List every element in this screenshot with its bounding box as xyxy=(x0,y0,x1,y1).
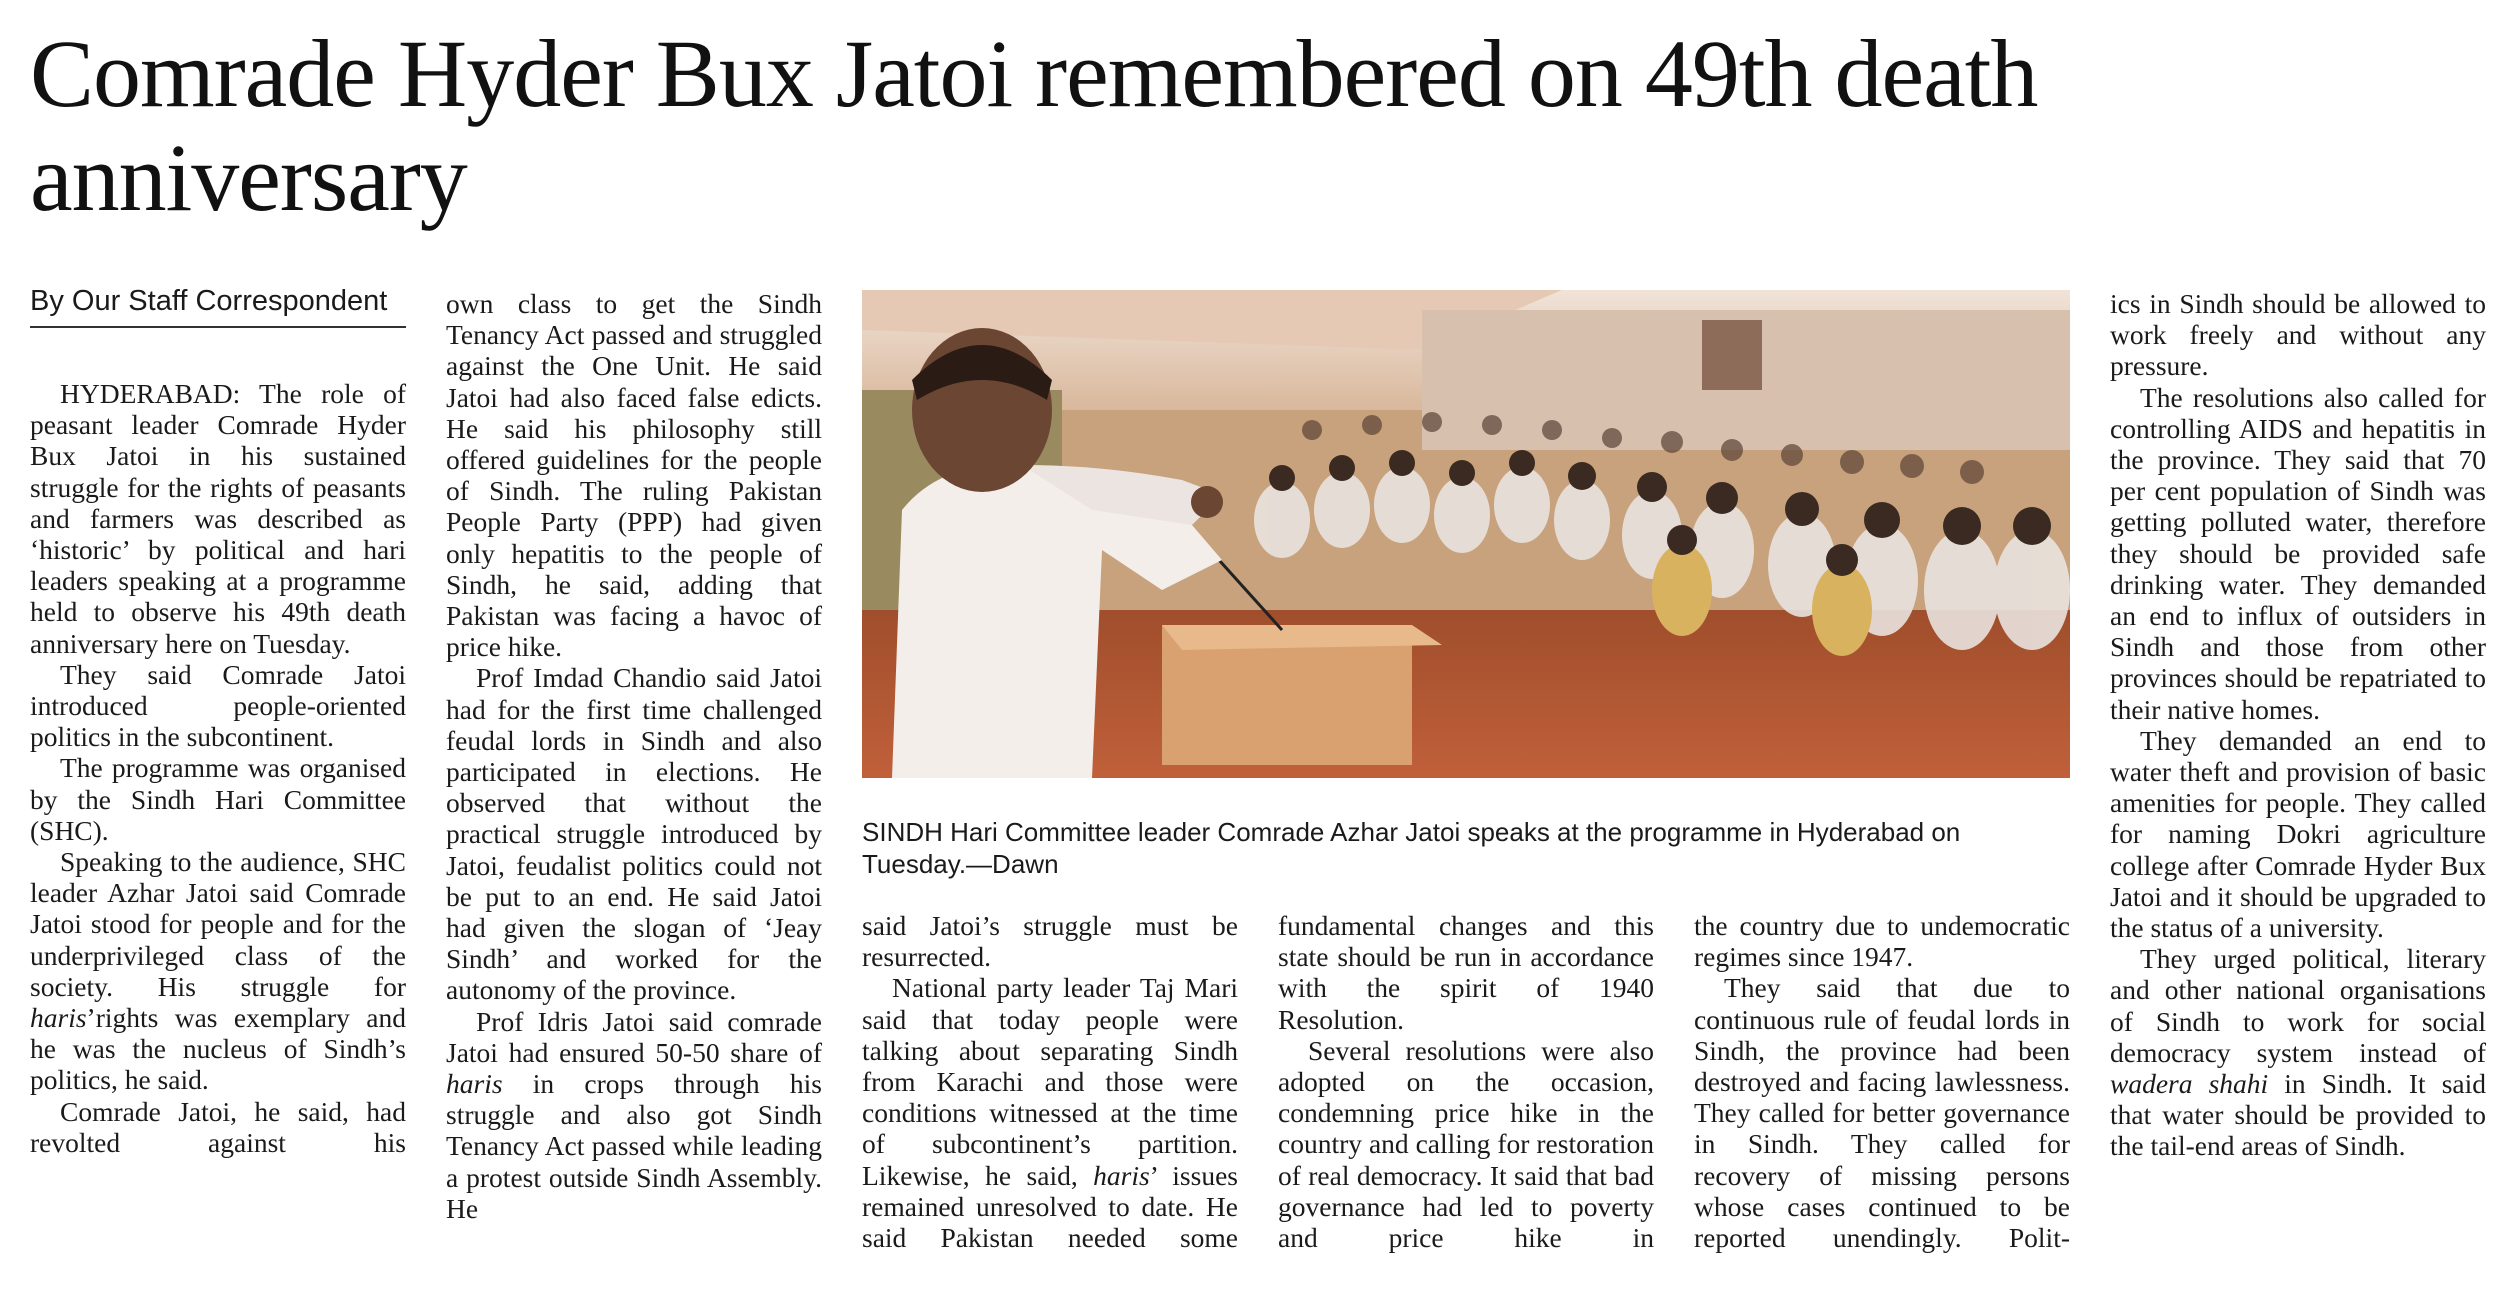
paragraph: Prof Imdad Chandio said Jatoi had for the first time challenged feudal lords in Sindh and also participated in elections. He observed that without the practical struggle introduced by Jatoi, feudalist politics could not be put to an end. He said Jatoi had given the slogan of ‘Jeay Sindh’ and worked for the autonomy of the province. xyxy=(446,662,822,1006)
article-column-4 xyxy=(1278,910,1654,1253)
paragraph-continued: own class to get the Sindh Tenancy Act passed and struggled against the One Unit. He said Jatoi had also faced false edicts. He said his philosophy still offered guidelines for the people of Sindh. The ruling Pakistan People Party (PPP) had given only hepatitis to the people of Sindh, he said, adding that Pakistan was facing a havoc of price hike. xyxy=(446,288,822,663)
paragraph: They demanded an end to water theft and provision of basic amenities for people. They called for naming Dokri agriculture college after Comrade Hyder Bux Jatoi and it should be upgraded to the status of a university. xyxy=(2110,724,2486,944)
article-column-2 xyxy=(446,288,822,1224)
article-column-1 xyxy=(30,284,406,1158)
paragraph: National party leader Taj Mari said that today people were talking about separating Sindh from Karachi and those were conditions witnessed at the time of subcontinent’s partition. Likewise, he said, haris’ issues remained unresolved to date. He said Pakistan needed some xyxy=(862,972,1238,1254)
paragraph: Comrade Jatoi, he said, had revolted against his xyxy=(30,1095,406,1158)
paragraph: Speaking to the audience, SHC leader Azhar Jatoi said Comrade Jatoi stood for people and for the underprivileged class of the society. His struggle for haris’rights was exemplary and he was the nucleus of Sindh’s politics, he said. xyxy=(30,846,406,1096)
programme-photo-image xyxy=(862,290,2070,778)
paragraph: The programme was organised by the Sindh Hari Committee (SHC). xyxy=(30,752,406,846)
article-column-6 xyxy=(2110,288,2486,1162)
photo-caption: SINDH Hari Committee leader Comrade Azhar Jatoi speaks at the programme in Hyderabad on Tuesday.—Dawn xyxy=(862,817,1961,879)
headline: Comrade Hyder Bux Jatoi remembered on 49th death anniversary xyxy=(30,20,2038,231)
paragraph: The resolutions also called for controlling AIDS and hepatitis in the province. They said that 70 per cent population of Sindh was getting polluted water, therefore they should be provided safe drinking water. They demanded an end to influx of outsiders in Sindh and those from other provinces should be repatriated to their native homes. xyxy=(2110,381,2486,725)
article-column-3 xyxy=(862,910,1238,1253)
paragraph: Prof Idris Jatoi said comrade Jatoi had ensured 50-50 share of haris in crops through his struggle and also got Sindh Tenancy Act passed while leading a protest outside Sindh Assembly. He xyxy=(446,1005,822,1224)
paragraph: They said that due to continuous rule of feudal lords in Sindh, the province had been destroyed and facing lawlessness. They called for better governance in Sindh. They called for recovery of missing persons whose cases continued to be reported unendingly. Polit- xyxy=(1694,972,2070,1254)
paragraph: HYDERABAD: The role of peasant leader Comrade Hyder Bux Jatoi in his sustained struggle for the rights of peasants and farmers was described as ‘historic’ by political and hari leaders speaking at a programme held to observe his 49th death anniversary here on Tuesday. xyxy=(30,378,406,659)
paragraph-continued: fundamental changes and this state should be run in accordance with the spirit of 1940 Resolution. xyxy=(1278,910,1654,1035)
paragraph: They said Comrade Jatoi introduced people-oriented politics in the subcontinent. xyxy=(30,658,406,753)
article-column-5 xyxy=(1694,910,2070,1253)
paragraph: Several resolutions were also adopted on the occasion, condemning price hike in the country and calling for restoration of real democracy. It said that bad governance had led to poverty and price hike in xyxy=(1278,1034,1654,1254)
news-photo xyxy=(862,290,2070,778)
paragraph-continued: said Jatoi’s struggle must be resurrected. xyxy=(862,910,1238,973)
paragraph: They urged political, literary and other national organisations of Sindh to work for social democracy system instead of wadera shahi in Sindh. It said that water should be provided to the tail-end areas of Sindh. xyxy=(2110,943,2487,1162)
byline: By Our Staff Correspondent xyxy=(30,284,406,328)
paragraph-continued: the country due to undemocratic regimes since 1947. xyxy=(1694,910,2070,973)
paragraph-continued: ics in Sindh should be allowed to work freely and without any pressure. xyxy=(2110,288,2486,382)
